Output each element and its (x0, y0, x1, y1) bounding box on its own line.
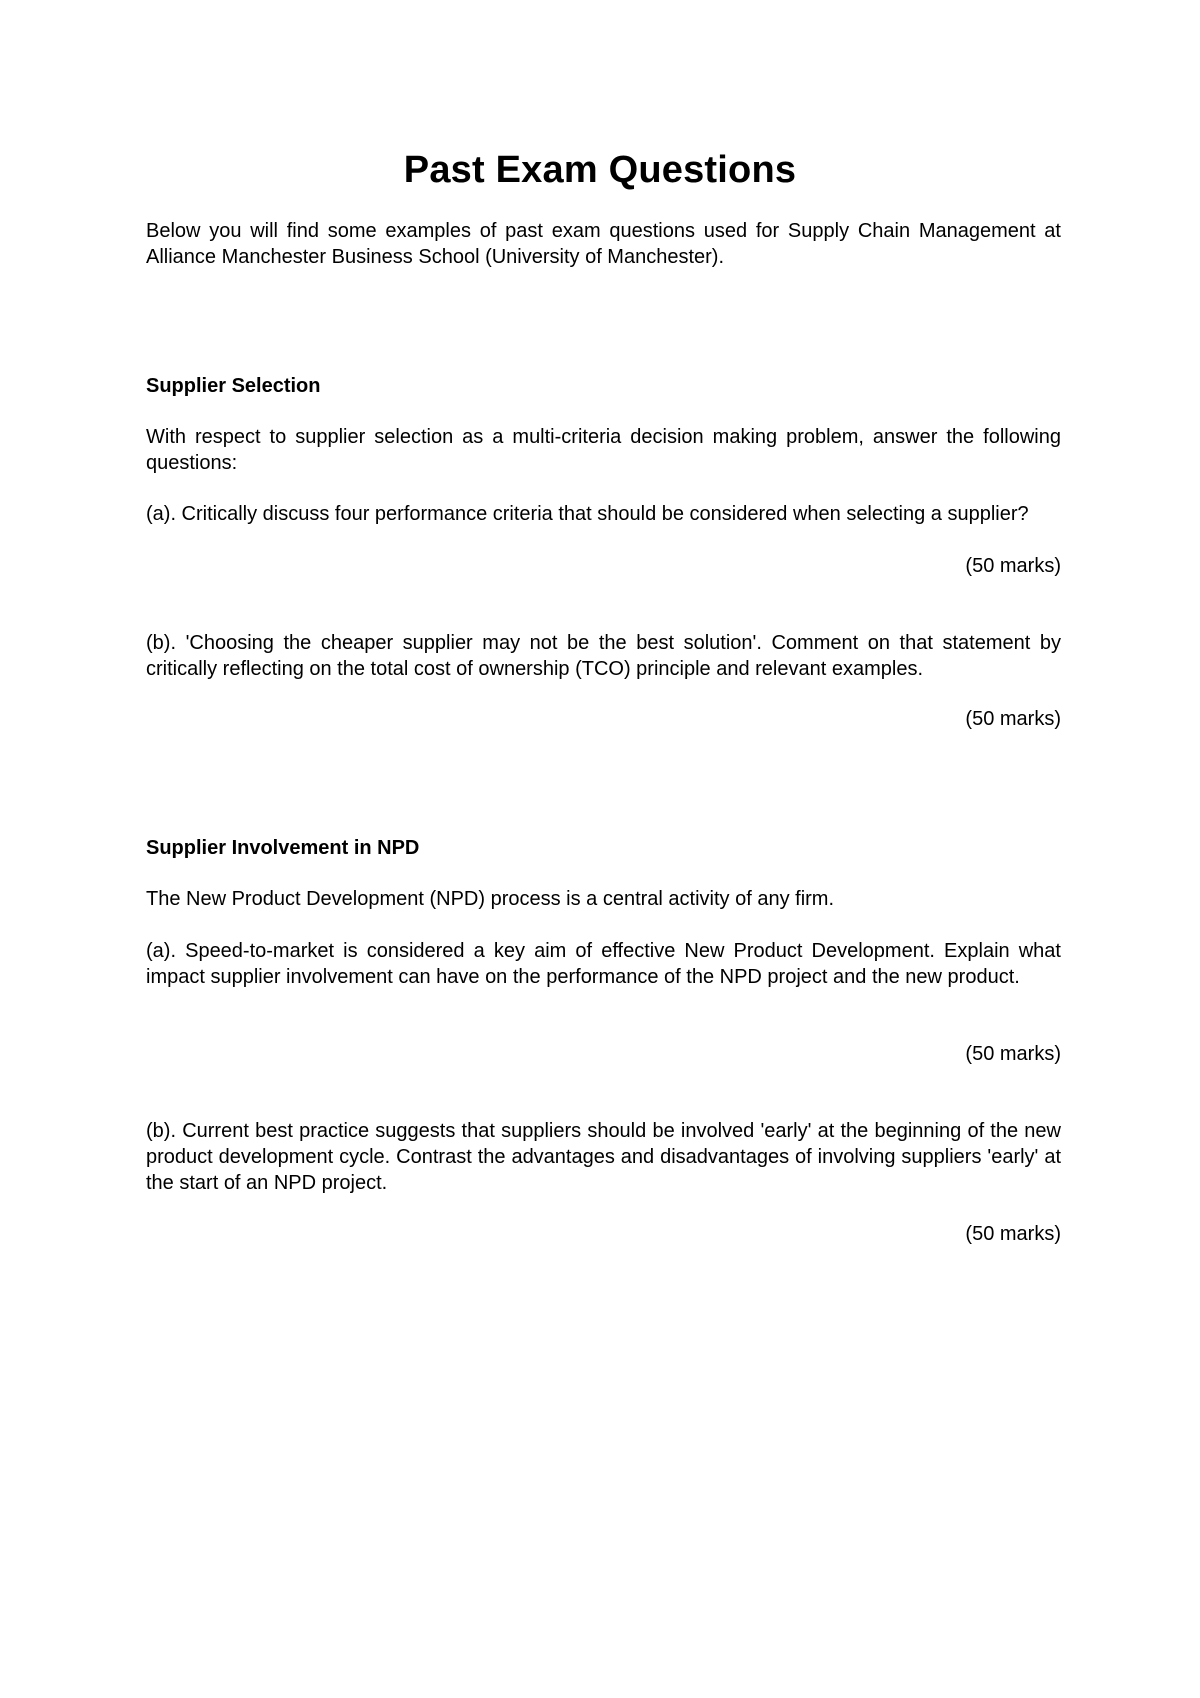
question-marks: (50 marks) (965, 555, 1061, 577)
question-text: (a). Speed-to-market is considered a key aim of effective New Product Development. Explain what impact supplier involvement can have on the performance of the NPD project and the new product. (146, 940, 1061, 988)
question-marks: (50 marks) (965, 1043, 1061, 1065)
question-text: (a). Critically discuss four performance criteria that should be considered when selecting a supplier? (146, 503, 1029, 525)
question-marks: (50 marks) (965, 1223, 1061, 1245)
question-marks: (50 marks) (965, 708, 1061, 730)
section-heading-supplier-involvement-npd: Supplier Involvement in NPD (146, 837, 420, 859)
question-text: (b). 'Choosing the cheaper supplier may not be the best solution'. Comment on that statement by critically reflecting on the total cost of ownership (TCO) principle and relevant examples. (146, 632, 1061, 680)
intro-paragraph: Below you will find some examples of past exam questions used for Supply Chain Management at Alliance Manchester Business School (University of Manchester). (146, 220, 1061, 268)
page-title: Past Exam Questions (403, 149, 797, 191)
section-heading-supplier-selection: Supplier Selection (146, 375, 321, 397)
question-text: (b). Current best practice suggests that suppliers should be involved 'early' at the beginning of the new product development cycle. Contrast the advantages and disadvantages of involving suppliers 'early' at the start of an NPD project. (146, 1120, 1061, 1194)
section-lead-supplier-selection: With respect to supplier selection as a multi-criteria decision making problem, answer the following questions: (146, 426, 1061, 474)
section-lead-supplier-involvement-npd: The New Product Development (NPD) process is a central activity of any firm. (146, 888, 835, 910)
